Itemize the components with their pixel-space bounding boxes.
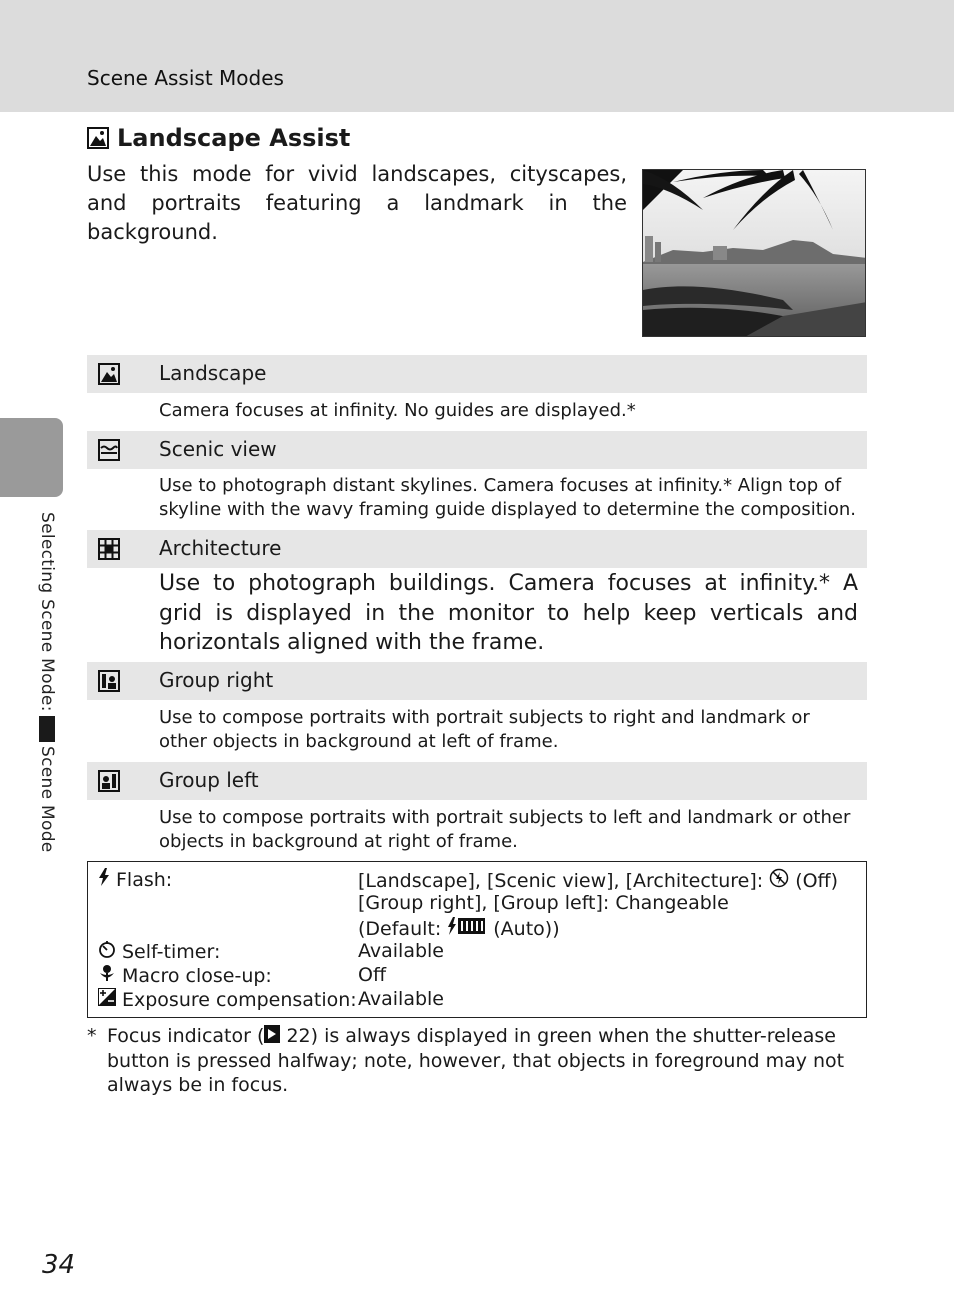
self-timer-value: Available — [358, 940, 445, 962]
mode-header-scenic-view — [87, 431, 867, 469]
mode-name-group-left: Group left — [159, 768, 259, 792]
footnote-star: * — [87, 1025, 97, 1047]
exposure-label: Exposure compensation: — [122, 988, 357, 1011]
flash-value-1a: [Landscape], [Scenic view], [Architecture]: — [358, 869, 764, 892]
mode-desc-group-right: Use to compose portraits with portrait subjects to right and landmark or other objects in background at left of frame. — [159, 707, 810, 752]
mode-name-group-right: Group right — [159, 668, 274, 692]
side-label-after: Scene Mode — [37, 745, 57, 853]
landscape-photo — [642, 169, 866, 337]
section-title — [87, 124, 350, 152]
flash-icon — [98, 868, 110, 891]
flash-value-1b: (Off) — [795, 869, 839, 892]
scene-mode-icon — [39, 716, 55, 742]
mode-name-architecture: Architecture — [159, 536, 282, 560]
flash-label: Flash: — [116, 868, 173, 891]
footnote — [87, 1024, 862, 1097]
setting-self-timer — [98, 940, 220, 963]
exposure-compensation-icon — [98, 988, 116, 1011]
intro-paragraph: Use this mode for vivid landscapes, cityscapes, and portraits featuring a landmark in the background. — [87, 162, 627, 244]
side-chapter-label — [37, 512, 57, 852]
mode-header-landscape — [87, 355, 867, 393]
setting-flash — [98, 868, 172, 891]
section-title-text: Landscape Assist — [117, 124, 351, 152]
flash-value-3b: (Auto)) — [493, 917, 560, 940]
self-timer-icon — [98, 940, 116, 963]
header-band — [0, 0, 954, 112]
group-right-icon — [98, 670, 120, 692]
mode-header-architecture — [87, 530, 867, 568]
architecture-icon — [98, 538, 120, 560]
mode-name-landscape: Landscape — [159, 361, 267, 385]
setting-exposure — [98, 988, 357, 1011]
group-left-icon — [98, 770, 120, 792]
flash-value-line-1 — [358, 868, 838, 893]
mode-desc-architecture: Use to photograph buildings. Camera focuses at infinity.* A grid is displayed in the monitor to help keep verticals and horizontals aligned with the frame. — [159, 571, 858, 655]
landscape-icon — [98, 363, 120, 385]
running-header: Scene Assist Modes — [87, 66, 284, 90]
mode-name-scenic-view: Scenic view — [159, 437, 277, 461]
mode-desc-group-left: Use to compose portraits with portrait subjects to left and landmark or other objects in background at right of frame. — [159, 807, 851, 852]
mode-header-group-left — [87, 762, 867, 800]
landscape-assist-icon — [87, 127, 109, 149]
settings-box — [87, 861, 867, 1018]
flash-off-icon — [769, 868, 789, 893]
flash-value-3a: (Default: — [358, 917, 442, 940]
footnote-text-before: Focus indicator ( — [107, 1025, 265, 1047]
mode-desc-landscape: Camera focuses at infinity. No guides are displayed.* — [159, 400, 636, 421]
macro-label: Macro close-up: — [122, 964, 272, 987]
flash-auto-icon — [447, 916, 487, 941]
mode-desc-scenic-view: Use to photograph distant skylines. Camera focuses at infinity.* Align top of skyline with the wavy framing guide displayed to determine the composition. — [159, 475, 856, 520]
macro-flower-icon — [98, 964, 116, 987]
flash-value-line-3 — [358, 916, 560, 941]
scenic-view-icon — [98, 439, 120, 461]
side-label-before: Selecting Scene Mode: — [37, 512, 57, 712]
page-number: 34 — [42, 1250, 76, 1280]
exposure-value: Available — [358, 988, 445, 1010]
side-thumb-tab — [0, 418, 63, 497]
self-timer-label: Self-timer: — [122, 940, 221, 963]
mode-header-group-right — [87, 662, 867, 700]
footnote-text-after: 22) is always displayed in green when the shutter-release button is pressed halfway; note, however, that objects in foreground may not always be in focus. — [107, 1025, 845, 1096]
page-reference-icon — [264, 1025, 280, 1049]
flash-value-line-2: [Group right], [Group left]: Changeable — [358, 892, 729, 914]
macro-value: Off — [358, 964, 387, 986]
setting-macro — [98, 964, 272, 987]
